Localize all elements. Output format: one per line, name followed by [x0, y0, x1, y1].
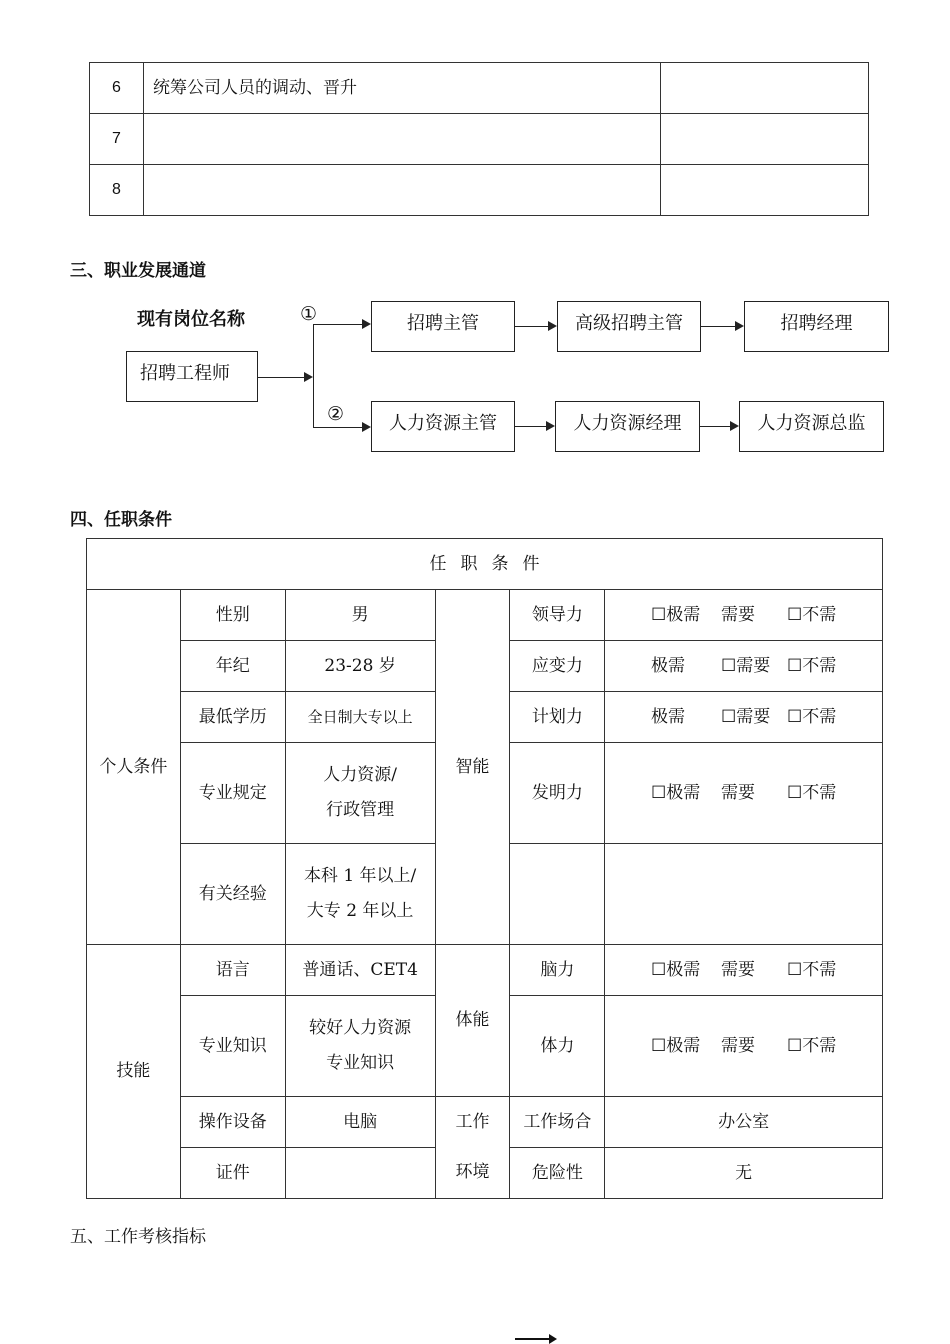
age-label: 年纪: [180, 641, 285, 692]
arrow-right-icon: [304, 372, 313, 382]
creativity-options: [605, 743, 883, 844]
certificate-value: [285, 1148, 435, 1199]
option-not-needed: ☐不需: [787, 959, 837, 980]
gender-value: 男: [285, 590, 435, 641]
table-row: [87, 1097, 883, 1148]
option-critical: ☐极需: [651, 604, 701, 625]
path1-step3-box: [744, 301, 889, 352]
path2-step3-text: 人力资源总监: [757, 413, 866, 434]
knowledge-label: 专业知识: [180, 996, 285, 1097]
path2-step3-box: [739, 401, 884, 452]
option-needed: ☐需要: [721, 655, 771, 676]
stamina-label: 体力: [510, 996, 605, 1097]
option-needed: ☐需要: [721, 706, 771, 727]
option-needed: 需要: [721, 1035, 756, 1056]
path2-step1-text: 人力资源主管: [389, 413, 497, 434]
planning-label: 计划力: [510, 692, 605, 743]
connector-line: [258, 377, 305, 378]
equipment-label: 操作设备: [180, 1097, 285, 1148]
option-critical: ☐极需: [651, 1035, 701, 1056]
mental-label: 脑力: [510, 945, 605, 996]
duty-description: [144, 165, 661, 216]
duty-note: [661, 114, 869, 165]
connector-line: [700, 426, 731, 427]
age-value: 23-28 岁: [285, 641, 435, 692]
intelligence-label: 智能: [435, 590, 510, 945]
duty-note: [661, 63, 869, 114]
option-not-needed: ☐不需: [787, 1035, 837, 1056]
row-number: 7: [90, 114, 144, 165]
option-not-needed: ☐不需: [787, 604, 837, 625]
arrow-right-icon: [735, 321, 744, 331]
option-critical: ☐极需: [651, 782, 701, 803]
option-not-needed: ☐不需: [787, 706, 837, 727]
table-row: [87, 945, 883, 996]
knowledge-value-line1: 较好人力资源: [309, 1018, 412, 1038]
option-critical: ☐极需: [651, 959, 701, 980]
table-row: [87, 539, 883, 590]
arrow-right-icon: [362, 422, 371, 432]
education-label: 最低学历: [180, 692, 285, 743]
language-label: 语言: [180, 945, 285, 996]
certificate-label: 证件: [180, 1148, 285, 1199]
duty-description: 统筹公司人员的调动、晋升: [144, 63, 661, 114]
duty-description: [144, 114, 661, 165]
leadership-options: [605, 590, 883, 641]
stamina-options: [605, 996, 883, 1097]
connector-line: [515, 326, 549, 327]
arrow-right-icon: [730, 421, 739, 431]
creativity-label: 发明力: [510, 743, 605, 844]
connector-line: [701, 326, 736, 327]
adaptability-label: 应变力: [510, 641, 605, 692]
path2-step1-box: [371, 401, 515, 452]
path2-step2-text: 人力资源经理: [573, 413, 682, 434]
empty-cell: [510, 844, 605, 945]
option-needed: 需要: [721, 604, 756, 625]
experience-label: 有关经验: [180, 844, 285, 945]
environment-label-bottom: 环境: [435, 1148, 510, 1199]
adaptability-options: [605, 641, 883, 692]
arrow-right-icon: [362, 319, 371, 329]
arrow-right-icon: [546, 421, 555, 431]
branch-line: [313, 324, 314, 428]
planning-options: [605, 692, 883, 743]
table-row: [87, 590, 883, 641]
major-value-line2: 行政管理: [326, 800, 395, 820]
qualifications-heading: 四、任职条件: [70, 510, 172, 530]
option-not-needed: ☐不需: [787, 655, 837, 676]
arrow-line: [515, 1338, 551, 1340]
major-value: [285, 743, 435, 844]
duty-table: [89, 62, 869, 216]
table-row: [90, 165, 869, 216]
option-needed: 需要: [721, 959, 756, 980]
path1-marker: ①: [300, 303, 318, 325]
leadership-label: 领导力: [510, 590, 605, 641]
option-needed: 需要: [721, 782, 756, 803]
current-position-box: [126, 351, 258, 402]
path2-marker: ②: [327, 403, 345, 425]
path1-step2-text: 高级招聘主管: [575, 313, 683, 334]
career-path-heading: 三、职业发展通道: [70, 261, 206, 281]
option-not-needed: ☐不需: [787, 782, 837, 803]
arrow-right-icon: [548, 321, 557, 331]
connector-line: [313, 427, 363, 428]
experience-value-line2: 大专 2 年以上: [306, 901, 414, 921]
workplace-value: 办公室: [605, 1097, 883, 1148]
qualifications-table: [86, 538, 883, 1199]
experience-value: [285, 844, 435, 945]
path1-step1-text: 招聘主管: [407, 313, 479, 334]
physical-label: 体能: [435, 945, 510, 1097]
table-title: 任职条件: [87, 539, 883, 590]
assessment-heading: 五、工作考核指标: [70, 1227, 206, 1247]
personal-conditions-label: 个人条件: [87, 590, 181, 945]
row-number: 6: [90, 63, 144, 114]
knowledge-value: [285, 996, 435, 1097]
knowledge-value-line2: 专业知识: [326, 1053, 395, 1073]
connector-line: [515, 426, 547, 427]
experience-value-line1: 本科 1 年以上/: [303, 866, 417, 886]
environment-label-top: 工作: [435, 1097, 510, 1148]
table-row: [87, 1148, 883, 1199]
hazard-value: 无: [605, 1148, 883, 1199]
table-row: [90, 63, 869, 114]
current-position-text: 招聘工程师: [140, 363, 230, 384]
path1-step1-box: [371, 301, 515, 352]
skills-label: 技能: [87, 945, 181, 1199]
major-label: 专业规定: [180, 743, 285, 844]
workplace-label: 工作场合: [510, 1097, 605, 1148]
option-critical: 极需: [651, 655, 686, 676]
path1-step3-text: 招聘经理: [780, 313, 853, 334]
path1-step2-box: [557, 301, 701, 352]
education-value: 全日制大专以上: [285, 692, 435, 743]
table-row: [90, 114, 869, 165]
arrow-right-icon: [549, 1334, 557, 1344]
language-value: 普通话、CET4: [285, 945, 435, 996]
hazard-label: 危险性: [510, 1148, 605, 1199]
duty-note: [661, 165, 869, 216]
connector-line: [313, 324, 363, 325]
mental-options: [605, 945, 883, 996]
path2-step2-box: [555, 401, 700, 452]
empty-cell: [605, 844, 883, 945]
major-value-line1: 人力资源/: [323, 765, 397, 785]
row-number: 8: [90, 165, 144, 216]
option-critical: 极需: [651, 706, 686, 727]
current-position-label: 现有岗位名称: [137, 309, 245, 330]
equipment-value: 电脑: [285, 1097, 435, 1148]
gender-label: 性别: [180, 590, 285, 641]
